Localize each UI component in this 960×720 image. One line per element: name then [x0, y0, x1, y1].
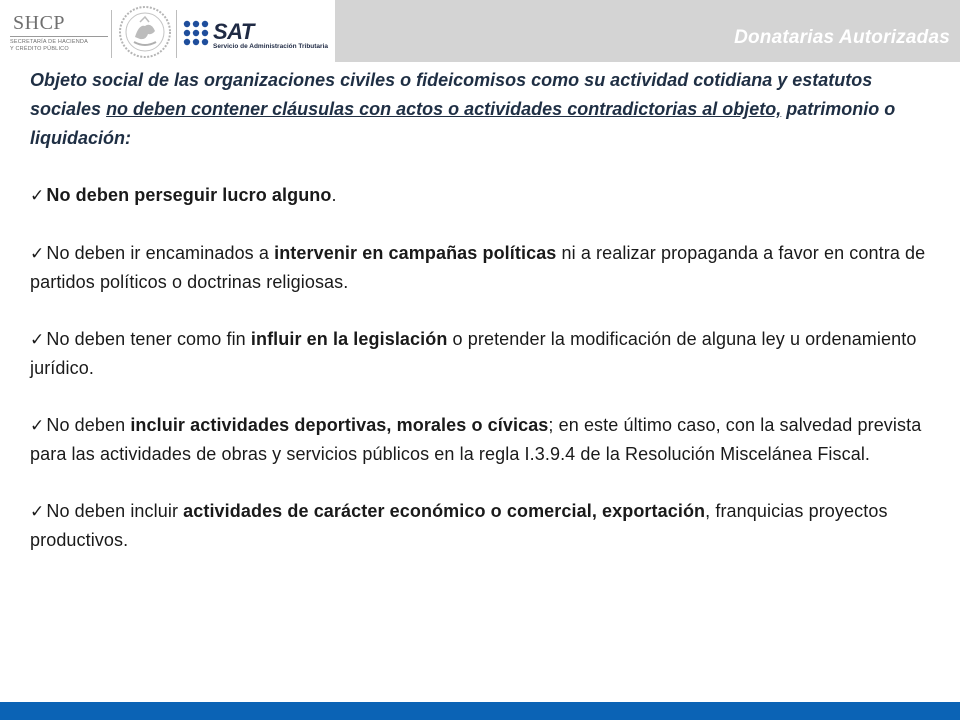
shcp-logo-subtitle — [10, 39, 88, 53]
header-banner — [335, 0, 960, 62]
shcp-logo — [10, 12, 108, 56]
shcp-subtitle-line-1: SECRETARÍA DE HACIENDA — [10, 39, 88, 45]
requirement-item — [30, 181, 935, 211]
requirement-item — [30, 497, 935, 555]
item-text-bold: actividades de carácter económico o comercial, exportación — [183, 500, 706, 521]
national-shield-icon — [118, 4, 172, 60]
item-text-post: ; en este último caso, con la salvedad prevista para las actividades de obras y servicios públicos en la regla I.3.9.4 de la Resolución Miscelánea Fiscal. — [30, 414, 922, 464]
item-text-post: ni a realizar propaganda a favor en contra de partidos políticos o doctrinas religiosas. — [30, 242, 926, 292]
footer-bar — [0, 702, 960, 720]
shcp-subtitle-line-2: Y CRÉDITO PÚBLICO — [10, 46, 69, 52]
intro-underlined: no deben contener cláusulas con actos o actividades contradictorias al objeto, — [106, 99, 782, 119]
shcp-logo-rule — [10, 36, 108, 37]
intro-paragraph — [30, 66, 935, 153]
item-text-bold: incluir actividades deportivas, morales o cívicas — [130, 414, 549, 435]
item-text-post: . — [331, 185, 337, 205]
logo-divider — [111, 10, 112, 58]
item-text-pre: No deben incluir — [46, 500, 184, 521]
requirement-item — [30, 411, 935, 469]
item-text-bold: influir en la legislación — [250, 328, 448, 349]
item-text-bold: No deben perseguir lucro alguno — [46, 185, 332, 205]
header-logos — [0, 0, 335, 62]
item-text-pre: No deben — [46, 414, 131, 435]
intro-part-2: patrimonio o liquidación: — [30, 99, 896, 148]
checkmark-icon: ✓ — [30, 501, 45, 521]
sat-logo-subtitle: Servicio de Administración Tributaria — [213, 43, 328, 50]
checkmark-icon: ✓ — [30, 243, 45, 263]
banner-title: Donatarias Autorizadas — [734, 27, 950, 48]
slide-content — [30, 66, 935, 555]
sat-mark-icon — [183, 20, 209, 46]
checkmark-icon: ✓ — [30, 186, 45, 205]
logo-divider-2 — [176, 10, 177, 58]
checkmark-icon: ✓ — [30, 329, 45, 349]
item-text-bold: intervenir en campañas políticas — [274, 242, 557, 263]
item-text-post: o pretender la modificación de alguna ley u ordenamiento jurídico. — [30, 328, 917, 378]
item-text-pre: No deben tener como fin — [46, 328, 251, 349]
requirement-item — [30, 325, 935, 383]
sat-logo-name: SAT — [213, 19, 254, 44]
item-text-pre: No deben ir encaminados a — [46, 242, 275, 263]
checkmark-icon: ✓ — [30, 415, 45, 435]
shcp-logo-name: SHCP — [13, 12, 66, 34]
intro-part-1: Objeto social de las organizaciones civiles o fideicomisos como su actividad cotidiana y estatutos sociales — [30, 70, 873, 119]
item-text-post: , franquicias proyectos productivos. — [30, 500, 888, 550]
requirement-item — [30, 239, 935, 297]
